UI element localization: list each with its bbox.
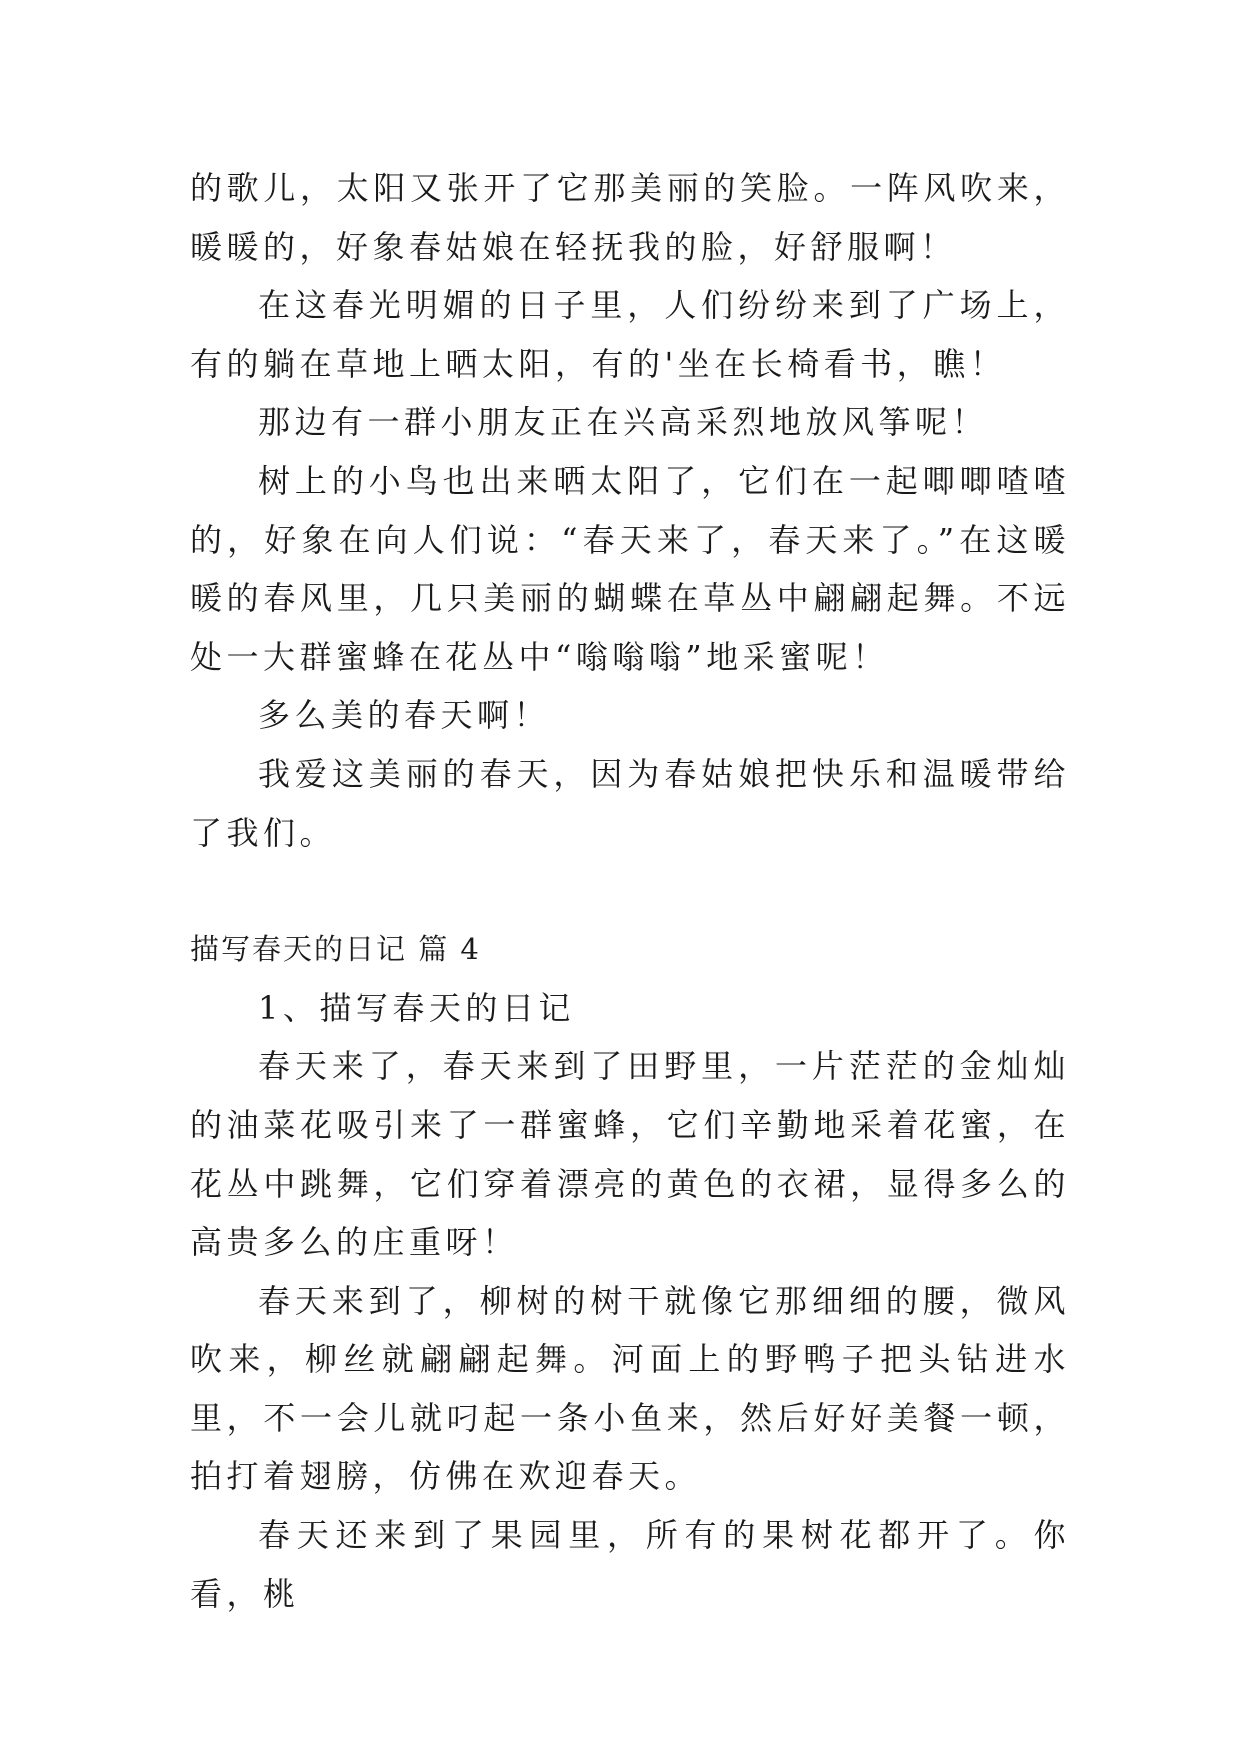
paragraph: 春天还来到了果园里，所有的果树花都开了。你看，桃	[190, 1516, 1070, 1613]
section-heading: 描写春天的日记 篇 4	[190, 932, 481, 967]
paragraph: 春天来到了，柳树的树干就像它那细细的腰，微风吹来，柳丝就翩翩起舞。河面上的野鸭子把头钻进水里，不一会儿就叼起一条小鱼来，然后好好美餐一顿，拍打着翅膀，仿佛在欢迎春天。	[190, 1281, 1070, 1496]
paragraph: 在这春光明媚的日子里，人们纷纷来到了广场上，有的躺在草地上晒太阳，有的'坐在长椅看书，瞧！	[190, 286, 1070, 383]
document-body	[190, 159, 1070, 1623]
paragraph: 1、描写春天的日记	[258, 988, 575, 1027]
paragraph: 的歌儿，太阳又张开了它那美丽的笑脸。一阵风吹来，暖暖的，好象春姑娘在轻抚我的脸，好舒服啊！	[190, 169, 1070, 266]
paragraph: 那边有一群小朋友正在兴高采烈地放风筝呢！	[258, 403, 989, 442]
paragraph: 多么美的春天啊！	[258, 696, 551, 735]
paragraph: 春天来了，春天来到了田野里，一片茫茫的金灿灿的油菜花吸引来了一群蜜蜂，它们辛勤地采着花蜜，在花丛中跳舞，它们穿着漂亮的黄色的衣裙，显得多么的高贵多么的庄重呀！	[190, 1047, 1070, 1262]
paragraph: 树上的小鸟也出来晒太阳了，它们在一起唧唧喳喳的，好象在向人们说：“春天来了，春天来了。”在这暖暖的春风里，几只美丽的蝴蝶在草丛中翩翩起舞。不远处一大群蜜蜂在花丛中“嗡嗡嗡”地采蜜呢！	[190, 461, 1070, 676]
paragraph: 我爱这美丽的春天，因为春姑娘把快乐和温暖带给了我们。	[190, 754, 1070, 852]
